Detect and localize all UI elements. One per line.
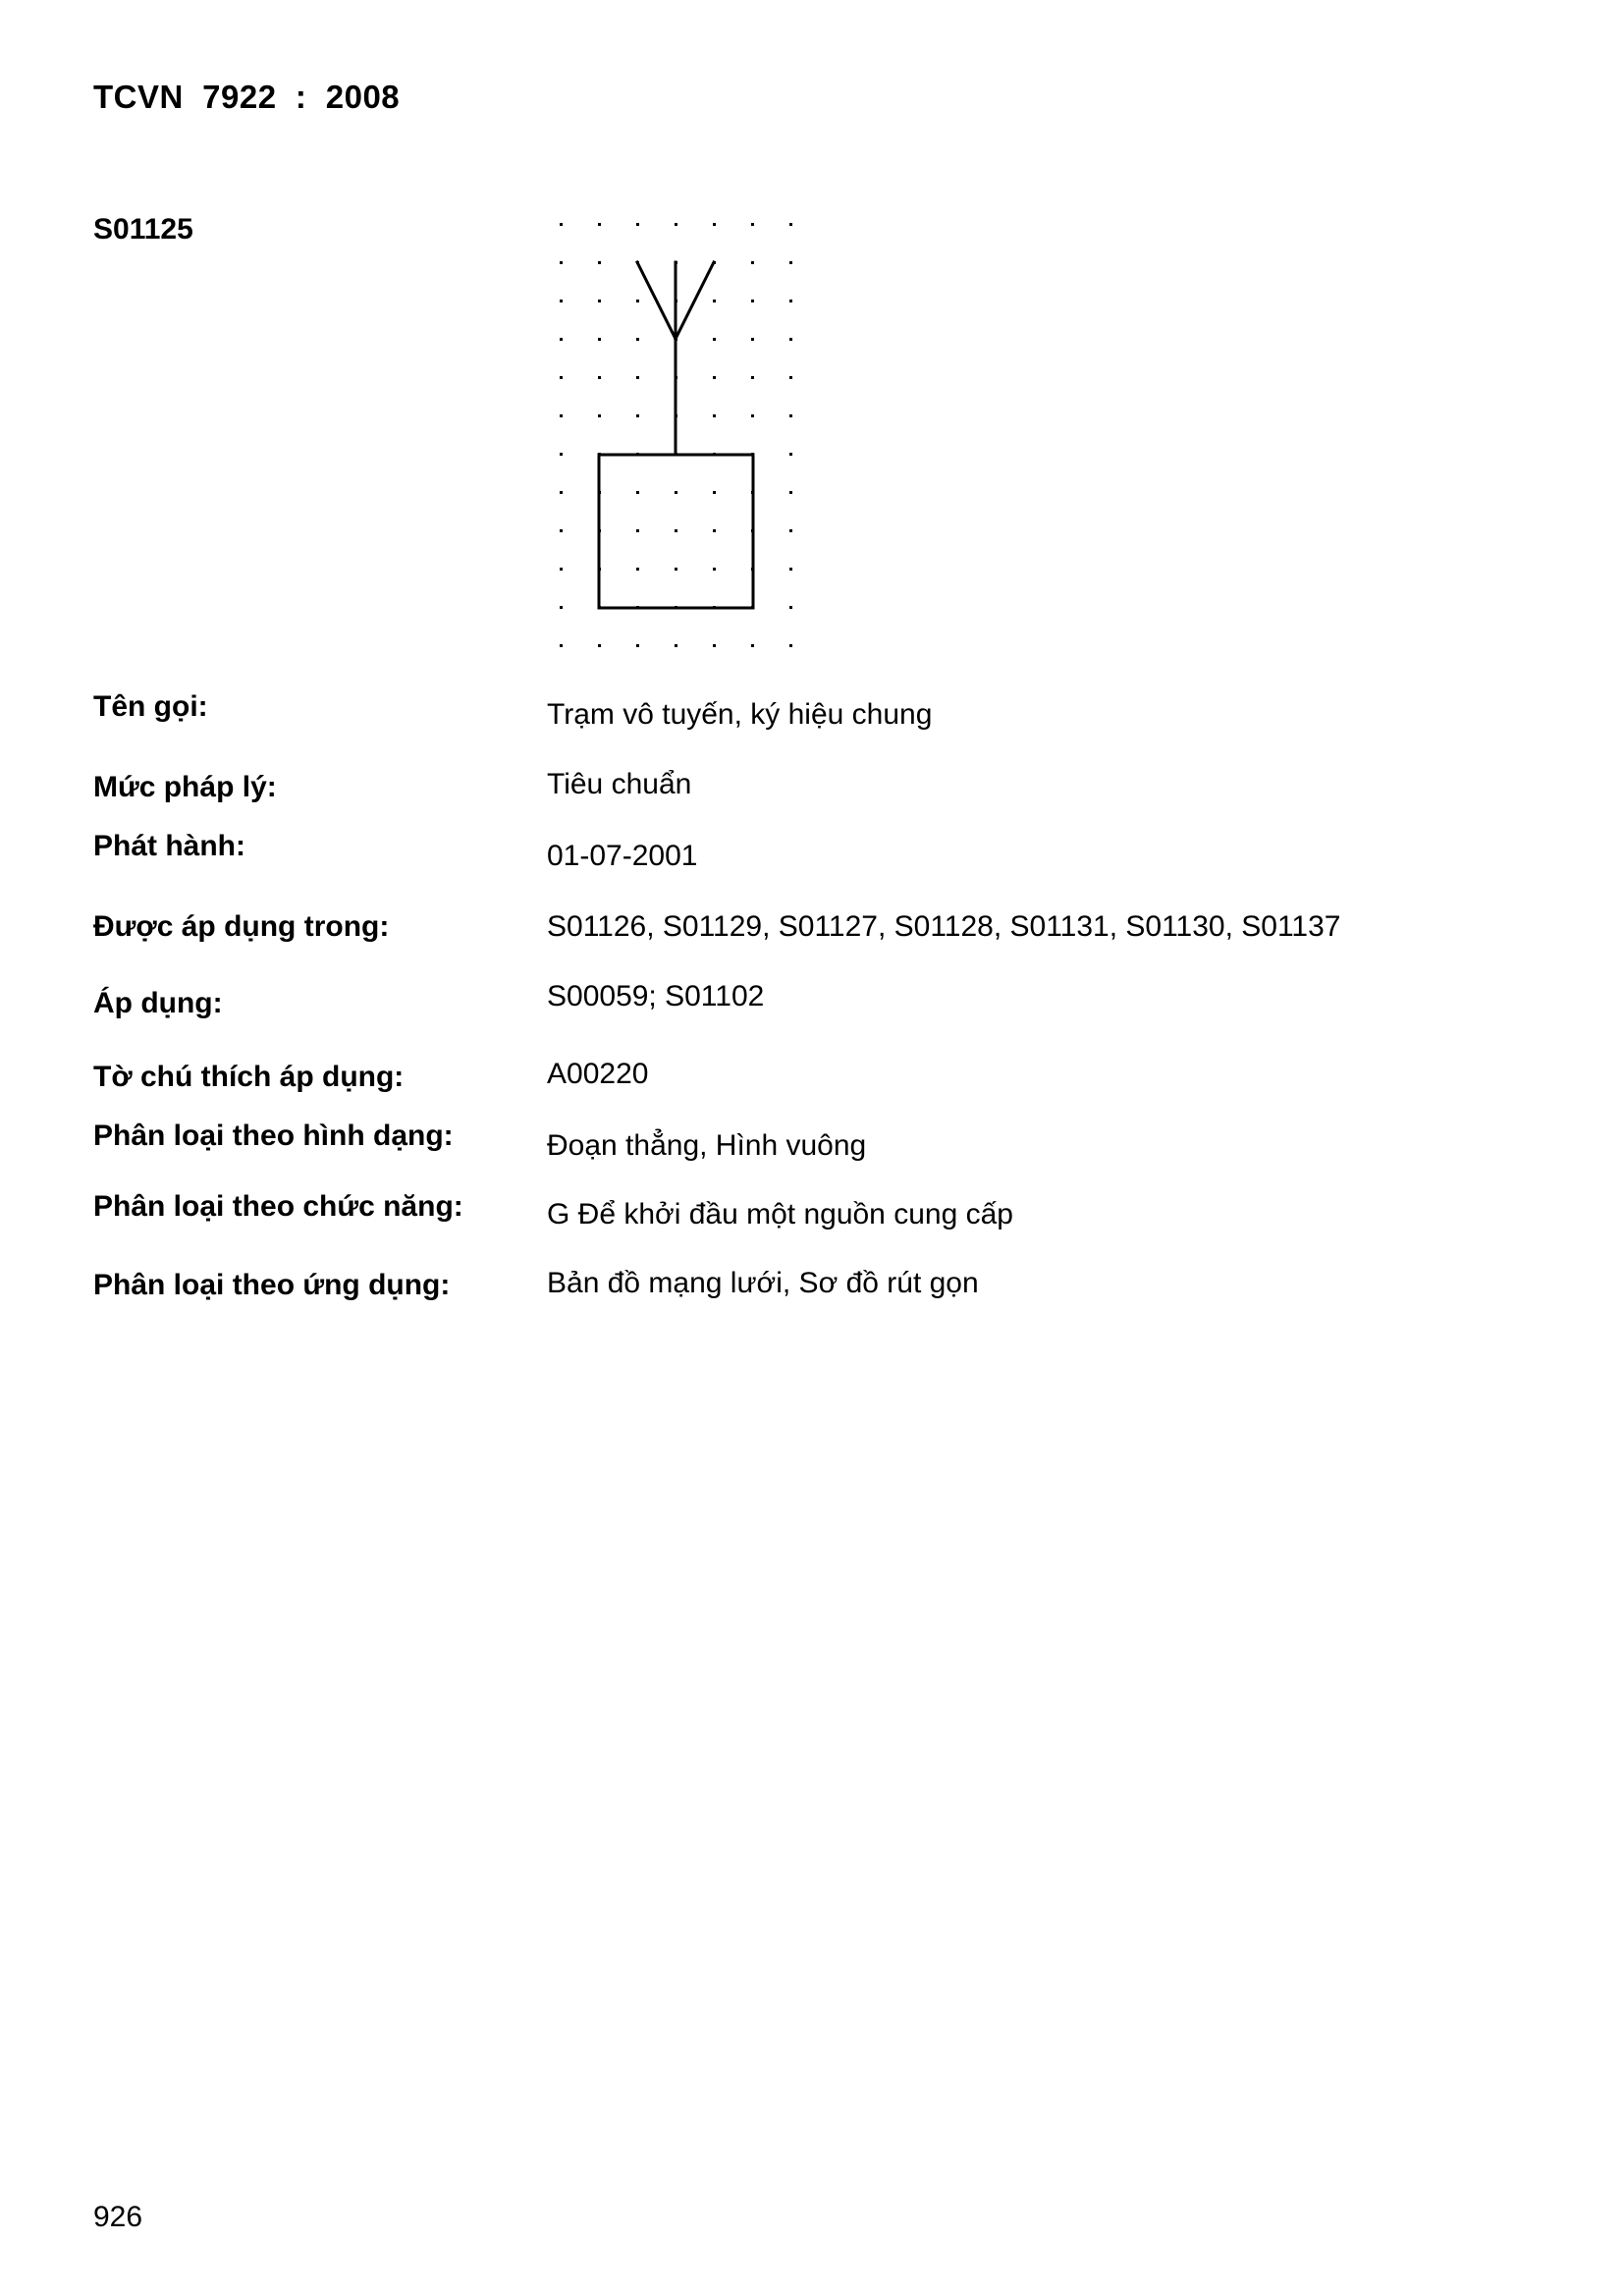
value-to-chu-thich: A00220 xyxy=(547,1058,649,1090)
grid-dot xyxy=(789,414,792,417)
grid-dot xyxy=(598,644,601,647)
value-phat-hanh: 01-07-2001 xyxy=(547,840,698,872)
symbol-code: S01125 xyxy=(93,213,193,246)
grid-dot xyxy=(560,223,563,226)
radio-station-symbol-icon xyxy=(543,207,808,664)
grid-dot xyxy=(598,223,601,226)
grid-dot xyxy=(751,644,754,647)
grid-dot xyxy=(789,529,792,532)
value-phan-loai-hinh-dang: Đoạn thẳng, Hình vuông xyxy=(547,1129,867,1162)
grid-dot xyxy=(713,529,716,532)
grid-dot xyxy=(789,568,792,571)
grid-dot xyxy=(560,300,563,302)
grid-dot xyxy=(675,529,677,532)
value-muc-phap-ly: Tiêu chuẩn xyxy=(547,768,692,800)
label-phan-loai-ung-dung: Phân loại theo ứng dụng: xyxy=(93,1269,451,1301)
grid-dot xyxy=(789,644,792,647)
grid-dot xyxy=(560,491,563,494)
grid-dot xyxy=(751,338,754,341)
grid-dot xyxy=(751,223,754,226)
grid-dot xyxy=(636,568,639,571)
label-muc-phap-ly: Mức pháp lý: xyxy=(93,771,277,803)
grid-dot xyxy=(751,376,754,379)
antenna-icon xyxy=(637,262,714,455)
grid-dot xyxy=(560,606,563,609)
grid-dot xyxy=(598,300,601,302)
grid-dot xyxy=(598,414,601,417)
grid-dot xyxy=(560,529,563,532)
grid-dot xyxy=(560,376,563,379)
grid-dot xyxy=(751,414,754,417)
label-ten-goi: Tên gọi: xyxy=(93,690,208,723)
grid-dot xyxy=(560,261,563,264)
value-duoc-ap-dung-trong: S01126, S01129, S01127, S01128, S01131, S01130, S01137 xyxy=(547,910,1341,943)
grid-dot xyxy=(713,568,716,571)
value-phan-loai-chuc-nang: G Để khởi đầu một nguồn cung cấp xyxy=(547,1198,1013,1230)
label-phan-loai-hinh-dang: Phân loại theo hình dạng: xyxy=(93,1120,454,1152)
label-duoc-ap-dung-trong: Được áp dụng trong: xyxy=(93,910,390,943)
grid-dot xyxy=(636,376,639,379)
grid-dot xyxy=(598,261,601,264)
grid-dot xyxy=(789,491,792,494)
grid-dot xyxy=(636,223,639,226)
grid-dot xyxy=(713,414,716,417)
label-phat-hanh: Phát hành: xyxy=(93,830,245,862)
standard-header: TCVN 7922 : 2008 xyxy=(93,79,401,115)
label-ap-dung: Áp dụng: xyxy=(93,987,223,1019)
grid-dot xyxy=(675,223,677,226)
grid-dot xyxy=(675,568,677,571)
grid-dot xyxy=(751,261,754,264)
grid-dot xyxy=(713,644,716,647)
grid-dot xyxy=(675,644,677,647)
grid-dot xyxy=(713,491,716,494)
value-ten-goi: Trạm vô tuyến, ký hiệu chung xyxy=(547,698,933,731)
grid-dot xyxy=(789,223,792,226)
grid-dot xyxy=(789,261,792,264)
grid-dot xyxy=(789,376,792,379)
grid-dot xyxy=(713,300,716,302)
grid-dot xyxy=(751,300,754,302)
grid-dot xyxy=(789,338,792,341)
label-phan-loai-chuc-nang: Phân loại theo chức năng: xyxy=(93,1190,463,1223)
value-ap-dung: S00059; S01102 xyxy=(547,980,765,1012)
grid-dot xyxy=(675,491,677,494)
grid-dot xyxy=(789,606,792,609)
value-phan-loai-ung-dung: Bản đồ mạng lưới, Sơ đồ rút gọn xyxy=(547,1267,979,1299)
label-to-chu-thich: Tờ chú thích áp dụng: xyxy=(93,1061,405,1093)
grid-dot xyxy=(598,376,601,379)
grid-dot xyxy=(636,644,639,647)
grid-dot xyxy=(636,300,639,302)
grid-dot xyxy=(636,491,639,494)
grid-dot xyxy=(560,568,563,571)
grid-dot xyxy=(636,338,639,341)
grid-dot xyxy=(713,223,716,226)
grid-dot xyxy=(560,453,563,456)
grid-dot xyxy=(636,414,639,417)
grid-dot xyxy=(713,338,716,341)
grid-dot xyxy=(598,338,601,341)
grid-dot xyxy=(560,338,563,341)
grid-dot xyxy=(789,453,792,456)
grid-dot xyxy=(560,644,563,647)
grid-dot xyxy=(636,529,639,532)
grid-dot xyxy=(789,300,792,302)
page-number: 926 xyxy=(93,2201,143,2233)
grid-dot xyxy=(560,414,563,417)
grid-dot xyxy=(713,376,716,379)
